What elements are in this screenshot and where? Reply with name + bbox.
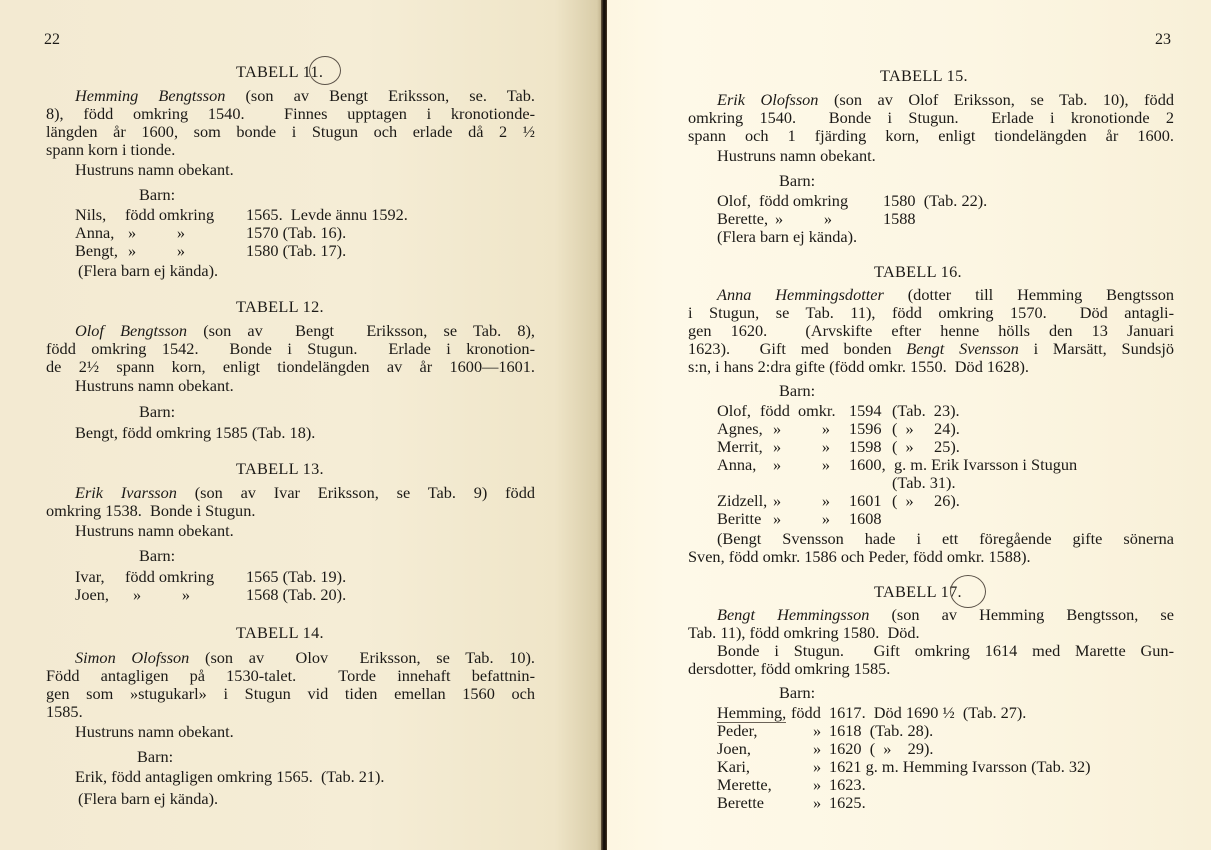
child-name: Kari, — [717, 757, 750, 776]
entry-line: gen 1620. (Arvskifte efter henne hölls den 13 Januari — [688, 321, 1174, 340]
page-number: 23 — [1155, 31, 1171, 48]
child-year: 1600, — [849, 455, 886, 474]
note-line: (Bengt Svensson hade i ett föregående gifte sönerna — [717, 529, 1174, 548]
person-name: Olof Bengtsson — [75, 321, 188, 340]
child-born: » — [813, 721, 822, 740]
child-ref: g. m. Erik Ivarsson i Stugun — [894, 455, 1078, 474]
child-year: 1570 (Tab. 16). — [246, 223, 347, 242]
child-name: Merrit, — [717, 437, 763, 456]
table-heading — [874, 582, 962, 602]
child-born: » » — [773, 455, 830, 474]
child-name: Anna, — [75, 223, 115, 242]
entry-text — [75, 484, 535, 502]
child-born: » — [813, 757, 822, 776]
child-ref: ( » 26). — [892, 491, 960, 510]
child-year: 1588 — [883, 209, 916, 228]
children-label: Barn: — [137, 747, 174, 766]
pencil-circle-mark — [309, 56, 341, 85]
child-ref: ( » 24). — [892, 419, 960, 438]
child-name: Olof, — [717, 401, 751, 420]
table-heading: TABELL 15. — [880, 66, 968, 85]
child-name: Hemming, — [717, 703, 787, 722]
child-name: Zidzell, — [717, 491, 768, 510]
entry-line: 1623). Gift med bonden — [688, 339, 892, 358]
child-name: Peder, — [717, 721, 758, 740]
children-label: Barn: — [779, 171, 816, 190]
entry-line: spann korn i tionde. — [46, 140, 176, 159]
children-label: Barn: — [139, 185, 176, 204]
entry-line: gen som »stugukarl» i Stugun vid tiden emellan 1560 och — [46, 684, 535, 703]
entry-line: född omkring 1542. Bonde i Stugun. Erlade i kronotion- — [46, 339, 535, 358]
child-year: 1625. — [829, 793, 866, 812]
table-heading: TABELL 14. — [236, 623, 324, 642]
child-born: född omkring — [125, 205, 215, 224]
heading-word: TABELL — [874, 582, 937, 601]
entry-text — [688, 340, 1174, 358]
entry-line: i Stugun, se Tab. 11), född omkring 1570. Död antagli- — [688, 303, 1174, 322]
child-name: Berette — [717, 793, 765, 812]
right-page — [607, 0, 1211, 850]
entry-line: Tab. 11), född omkring 1580. Död. — [688, 623, 920, 642]
wife-line: Hustruns namn obekant. — [75, 160, 234, 179]
entry-line: (son av Bengt Eriksson, se. Tab. — [245, 86, 535, 105]
child-name: Olof, — [717, 191, 751, 210]
wife-line: Hustruns namn obekant. — [75, 376, 234, 395]
child-year: 1598 — [849, 437, 882, 456]
child-born: » » — [773, 419, 830, 438]
child-ref: (Tab. 31). — [892, 473, 956, 492]
child-year: 1617. Död 1690 ½ (Tab. 27). — [829, 703, 1027, 722]
entry-line: spann och 1 fjärding korn, enligt tiondelängden år 1600. — [688, 126, 1174, 145]
child-born: » » — [775, 209, 832, 228]
page-number: 22 — [44, 31, 60, 48]
child-name: Berette, — [717, 209, 769, 228]
person-name: Bengt Hemmingsson — [717, 605, 870, 624]
child-name: Ivar, — [75, 567, 105, 586]
wife-line: Hustruns namn obekant. — [75, 722, 234, 741]
child-line: Erik, född antagligen omkring 1565. (Tab. 21). — [75, 767, 385, 786]
entry-line: Född antagligen på 1530-talet. Torde innehaft befattnin- — [46, 666, 535, 685]
entry-line: dersdotter, född omkring 1585. — [688, 659, 891, 678]
table-heading: TABELL 11. — [236, 62, 324, 81]
child-born: » » — [773, 509, 830, 528]
note-line: (Flera barn ej kända). — [78, 261, 219, 280]
table-heading: TABELL 12. — [236, 297, 324, 316]
entry-text — [75, 649, 535, 667]
child-born: » » — [773, 437, 830, 456]
child-born: » — [813, 793, 822, 812]
entry-line: (son av Hemming Bengtsson, se — [891, 605, 1174, 624]
heading-number: 17. — [940, 582, 962, 601]
child-year: 1618 (Tab. 28). — [829, 721, 934, 740]
child-year: 1565. Levde ännu 1592. — [246, 205, 408, 224]
entry-line: (son av Olof Eriksson, se Tab. 10), född — [833, 90, 1174, 109]
table-heading: TABELL 13. — [236, 459, 324, 478]
wife-line: Hustruns namn obekant. — [75, 521, 234, 540]
child-born: » — [813, 775, 822, 794]
child-year: 1623. — [829, 775, 866, 794]
child-year: 1580 (Tab. 17). — [246, 241, 347, 260]
entry-line: (son av Bengt Eriksson, se Tab. 8), — [203, 321, 536, 340]
entry-text — [717, 91, 1174, 109]
entry-line: (son av Olov Eriksson, se Tab. 10). — [205, 648, 535, 667]
entry-text — [75, 87, 535, 105]
person-name: Erik Olofsson — [717, 90, 819, 109]
person-name: Hemming Bengtsson — [75, 86, 226, 105]
child-year: 1608 — [849, 509, 882, 528]
child-name: Beritte — [717, 509, 762, 528]
entry-line: i Marsätt, Sundsjö — [1033, 339, 1174, 358]
child-name: Nils, — [75, 205, 107, 224]
entry-line: s:n, i hans 2:dra gifte (född omkr. 1550. Död 1628). — [688, 357, 1029, 376]
entry-line: Bonde i Stugun. Gift omkring 1614 med Marette Gun- — [717, 641, 1174, 660]
child-year: 1596 — [849, 419, 882, 438]
entry-text — [75, 322, 535, 340]
child-born: » — [813, 739, 822, 758]
wife-line: Hustruns namn obekant. — [717, 146, 876, 165]
entry-line: längden år 1600, som bonde i Stugun och erlade då 2 ½ — [46, 122, 535, 141]
child-name: Anna, — [717, 455, 757, 474]
child-year: 1580 (Tab. 22). — [883, 191, 988, 210]
child-year: 1620 ( » 29). — [829, 739, 934, 758]
child-year: 1601 — [849, 491, 882, 510]
child-born: » » — [133, 585, 190, 604]
entry-line: omkring 1538. Bonde i Stugun. — [46, 501, 256, 520]
child-year: 1565 (Tab. 19). — [246, 567, 347, 586]
table-heading: TABELL 16. — [874, 262, 962, 281]
person-name: Erik Ivarsson — [75, 483, 177, 502]
child-born: » » — [128, 241, 185, 260]
child-name: Bengt, — [75, 241, 118, 260]
child-year: 1568 (Tab. 20). — [246, 585, 347, 604]
entry-line: 1585. — [46, 702, 83, 721]
note-line: Sven, född omkr. 1586 och Peder, född omkr. 1588). — [688, 547, 1031, 566]
child-name: Joen, — [717, 739, 751, 758]
note-line: (Flera barn ej kända). — [78, 789, 219, 808]
child-ref: (Tab. 23). — [892, 401, 960, 420]
person-name: Simon Olofsson — [75, 648, 190, 667]
child-line: Bengt, född omkring 1585 (Tab. 18). — [75, 423, 316, 442]
children-label: Barn: — [139, 402, 176, 421]
note-line: (Flera barn ej kända). — [717, 227, 858, 246]
child-year: 1594 — [849, 401, 882, 420]
entry-line: de 2½ spann korn, enligt tiondelängden av år 1600—1601. — [46, 357, 535, 376]
person-name: Bengt Svensson — [906, 339, 1019, 358]
child-year: 1621 g. m. Hemming Ivarsson (Tab. 32) — [829, 757, 1091, 776]
child-born: född omkr. — [760, 401, 836, 420]
child-born: » » — [773, 491, 830, 510]
child-ref: ( » 25). — [892, 437, 960, 456]
children-label: Barn: — [779, 683, 816, 702]
child-name: Merette, — [717, 775, 772, 794]
left-page — [0, 0, 603, 850]
entry-line: (dotter till Hemming Bengtsson — [907, 285, 1174, 304]
entry-line: 8), född omkring 1540. Finnes upptagen i kronotionde- — [46, 104, 535, 123]
person-name: Anna Hemmingsdotter — [717, 285, 884, 304]
entry-line: (son av Ivar Eriksson, se Tab. 9) född — [194, 483, 535, 502]
child-name: Joen, — [75, 585, 109, 604]
entry-text — [717, 286, 1174, 304]
entry-line: omkring 1540. Bonde i Stugun. Erlade i kronotionde 2 — [688, 108, 1174, 127]
pencil-circle-mark — [950, 575, 986, 608]
children-label: Barn: — [139, 546, 176, 565]
children-label: Barn: — [779, 381, 816, 400]
child-born: född omkring — [759, 191, 849, 210]
child-born: » » — [128, 223, 185, 242]
child-born: född omkring — [125, 567, 215, 586]
child-name: Agnes, — [717, 419, 763, 438]
entry-text — [717, 606, 1174, 624]
child-born: född — [791, 703, 821, 722]
